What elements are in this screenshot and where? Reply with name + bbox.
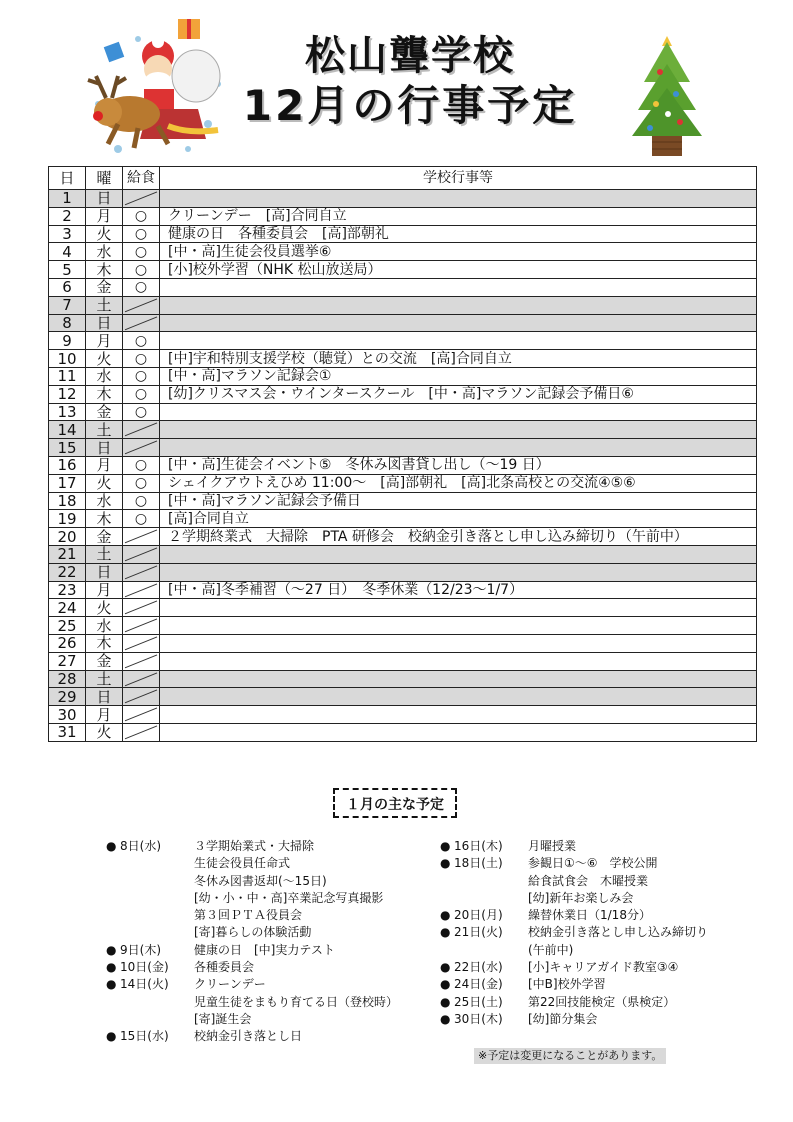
row-lunch <box>123 599 160 617</box>
event-line: 冬休み図書返却(～15日) <box>194 873 327 888</box>
no-lunch-slash-icon <box>123 706 159 723</box>
row-day: 21 <box>49 545 86 563</box>
row-weekday: 木 <box>86 385 123 403</box>
row-day: 20 <box>49 528 86 546</box>
row-events <box>160 617 757 635</box>
row-lunch: ○ <box>123 225 160 243</box>
row-day: 22 <box>49 563 86 581</box>
row-day: 11 <box>49 367 86 385</box>
table-row <box>49 439 757 457</box>
row-day: 26 <box>49 634 86 652</box>
event-line: 生徒会役員任命式 <box>194 856 291 871</box>
table-row <box>49 403 757 421</box>
row-events: [小]校外学習（NHK 松山放送局） <box>160 261 757 279</box>
table-row <box>49 332 757 350</box>
no-lunch-slash-icon <box>123 564 159 581</box>
row-lunch: ○ <box>123 243 160 261</box>
row-day: 25 <box>49 617 86 635</box>
event-line: 給食試食会 木曜授業 <box>528 873 649 888</box>
january-section-label: １月の主な予定 <box>333 788 457 818</box>
christmas-tree-icon <box>628 32 706 160</box>
event-text <box>194 976 426 1028</box>
list-item <box>440 924 740 959</box>
row-events: [中]宇和特別支援学校（聴覚）との交流 [高]合同自立 <box>160 350 757 368</box>
list-item <box>440 994 740 1011</box>
row-weekday: 金 <box>86 403 123 421</box>
row-day: 8 <box>49 314 86 332</box>
list-item <box>440 907 740 924</box>
row-day: 17 <box>49 474 86 492</box>
table-row <box>49 207 757 225</box>
row-lunch: ○ <box>123 474 160 492</box>
row-lunch: ○ <box>123 261 160 279</box>
row-events: [中・高]マラソン記録会予備日 <box>160 492 757 510</box>
row-weekday: 月 <box>86 581 123 599</box>
table-row <box>49 278 757 296</box>
row-events: [中・高]生徒会イベント⑤ 冬休み図書貸し出し（～19 日） <box>160 456 757 474</box>
page-title <box>220 32 600 132</box>
row-events: 健康の日 各種委員会 [高]部朝礼 <box>160 225 757 243</box>
row-weekday: 土 <box>86 296 123 314</box>
row-lunch: ○ <box>123 456 160 474</box>
list-item <box>440 976 740 993</box>
page-header <box>0 0 793 165</box>
bullet-icon: ● <box>440 960 451 975</box>
row-weekday: 金 <box>86 652 123 670</box>
event-text <box>528 924 740 959</box>
row-day: 9 <box>49 332 86 350</box>
event-date: 9日(木) <box>120 942 161 957</box>
row-events <box>160 190 757 208</box>
row-day: 16 <box>49 456 86 474</box>
row-lunch <box>123 634 160 652</box>
bullet-icon: ● <box>440 839 451 853</box>
event-date: 30日(木) <box>454 1011 503 1026</box>
row-weekday: 土 <box>86 421 123 439</box>
row-lunch: ○ <box>123 492 160 510</box>
event-text <box>528 1011 740 1028</box>
row-day: 24 <box>49 599 86 617</box>
row-day: 28 <box>49 670 86 688</box>
row-events <box>160 278 757 296</box>
row-day: 27 <box>49 652 86 670</box>
row-weekday: 火 <box>86 350 123 368</box>
event-line: [寄]暮らしの体験活動 <box>194 925 312 940</box>
santa-reindeer-icon <box>78 14 228 162</box>
row-weekday: 月 <box>86 332 123 350</box>
event-line: 各種委員会 <box>194 960 255 975</box>
row-lunch <box>123 528 160 546</box>
table-row <box>49 456 757 474</box>
row-lunch <box>123 190 160 208</box>
table-row <box>49 617 757 635</box>
table-row <box>49 510 757 528</box>
row-events: クリーンデー [高]合同自立 <box>160 207 757 225</box>
january-list-left <box>106 838 426 1046</box>
event-date: 21日(火) <box>454 925 503 940</box>
event-line: [幼・小・中・高]卒業記念写真撮影 <box>194 890 384 905</box>
row-day: 4 <box>49 243 86 261</box>
list-item <box>106 942 426 959</box>
school-name: 松山聾学校 <box>305 33 515 79</box>
row-lunch <box>123 617 160 635</box>
row-lunch: ○ <box>123 385 160 403</box>
row-events <box>160 403 757 421</box>
change-note: ※予定は変更になることがあります。 <box>474 1048 666 1064</box>
no-lunch-slash-icon <box>123 599 159 616</box>
row-weekday: 月 <box>86 706 123 724</box>
no-lunch-slash-icon <box>123 671 159 688</box>
bullet-icon: ● <box>106 960 117 975</box>
event-text <box>528 838 740 855</box>
row-weekday: 木 <box>86 634 123 652</box>
row-events <box>160 706 757 724</box>
row-weekday: 土 <box>86 545 123 563</box>
table-row <box>49 261 757 279</box>
row-lunch: ○ <box>123 350 160 368</box>
row-weekday: 火 <box>86 599 123 617</box>
table-row <box>49 723 757 741</box>
table-row <box>49 528 757 546</box>
row-events <box>160 296 757 314</box>
event-text <box>194 838 426 942</box>
no-lunch-slash-icon <box>123 635 159 652</box>
event-text <box>528 855 740 907</box>
table-row <box>49 670 757 688</box>
event-text <box>194 1028 426 1045</box>
row-lunch <box>123 688 160 706</box>
row-lunch: ○ <box>123 278 160 296</box>
row-day: 13 <box>49 403 86 421</box>
table-row <box>49 599 757 617</box>
row-events: シェイクアウトえひめ 11:00～ [高]部朝礼 [高]北条高校との交流④⑤⑥ <box>160 474 757 492</box>
table-row <box>49 225 757 243</box>
row-lunch <box>123 652 160 670</box>
event-line: 第３回ＰＴＡ役員会 <box>194 908 303 923</box>
row-events: [中・高]冬季補習（～27 日） 冬季休業（12/23～1/7） <box>160 581 757 599</box>
no-lunch-slash-icon <box>123 439 159 456</box>
bullet-icon: ● <box>440 925 451 940</box>
table-row <box>49 545 757 563</box>
event-date: 8日(水) <box>120 839 161 853</box>
row-events <box>160 563 757 581</box>
bullet-icon: ● <box>440 908 451 923</box>
row-lunch: ○ <box>123 510 160 528</box>
event-line: 校納金引き落とし申し込み締切り <box>528 925 709 940</box>
table-row <box>49 634 757 652</box>
bullet-icon: ● <box>440 856 451 871</box>
no-lunch-slash-icon <box>123 688 159 705</box>
event-date: 15日(水) <box>120 1029 169 1044</box>
table-row <box>49 652 757 670</box>
row-events: [幼]クリスマス会・ウインタースクール [中・高]マラソン記録会予備日⑥ <box>160 385 757 403</box>
header-weekday: 曜 <box>86 167 123 190</box>
row-day: 19 <box>49 510 86 528</box>
event-text <box>528 976 740 993</box>
row-weekday: 日 <box>86 563 123 581</box>
row-lunch: ○ <box>123 403 160 421</box>
list-item <box>106 1028 426 1045</box>
row-day: 2 <box>49 207 86 225</box>
row-day: 3 <box>49 225 86 243</box>
row-events <box>160 332 757 350</box>
bullet-icon: ● <box>106 942 117 957</box>
row-lunch <box>123 563 160 581</box>
event-line: [小]キャリアガイド教室③④ <box>528 960 679 975</box>
event-line: 月曜授業 <box>528 839 577 853</box>
event-line: (午前中) <box>528 942 574 957</box>
event-line: [幼]新年お楽しみ会 <box>528 890 634 905</box>
event-line: 児童生徒をまもり育てる日（登校時） <box>194 994 399 1009</box>
row-weekday: 火 <box>86 225 123 243</box>
row-events <box>160 634 757 652</box>
table-row <box>49 385 757 403</box>
event-text <box>194 942 426 959</box>
row-day: 5 <box>49 261 86 279</box>
no-lunch-slash-icon <box>123 617 159 634</box>
row-events <box>160 599 757 617</box>
row-events: [中・高]生徒会役員選挙⑥ <box>160 243 757 261</box>
row-weekday: 金 <box>86 528 123 546</box>
row-weekday: 月 <box>86 207 123 225</box>
no-lunch-slash-icon <box>123 724 159 741</box>
table-row <box>49 243 757 261</box>
row-day: 15 <box>49 439 86 457</box>
event-date: 24日(金) <box>454 977 503 992</box>
event-date: 14日(火) <box>120 977 169 992</box>
row-weekday: 木 <box>86 510 123 528</box>
table-row <box>49 296 757 314</box>
no-lunch-slash-icon <box>123 653 159 670</box>
event-line: 校納金引き落とし日 <box>194 1029 303 1044</box>
january-list-right <box>440 838 740 1028</box>
no-lunch-slash-icon <box>123 582 159 599</box>
row-events <box>160 314 757 332</box>
table-row <box>49 314 757 332</box>
list-item <box>440 838 740 855</box>
row-day: 10 <box>49 350 86 368</box>
row-events: [中・高]マラソン記録会① <box>160 367 757 385</box>
bullet-icon: ● <box>440 994 451 1009</box>
event-date: 22日(水) <box>454 960 503 975</box>
header-day: 日 <box>49 167 86 190</box>
bullet-icon: ● <box>440 977 451 992</box>
event-date: 20日(月) <box>454 908 503 923</box>
row-day: 1 <box>49 190 86 208</box>
table-row <box>49 350 757 368</box>
bullet-icon: ● <box>440 1011 451 1026</box>
event-line: クリーンデー <box>194 977 266 992</box>
bullet-icon: ● <box>106 1029 117 1044</box>
row-weekday: 日 <box>86 439 123 457</box>
event-date: 10日(金) <box>120 960 169 975</box>
row-day: 23 <box>49 581 86 599</box>
header-lunch: 給食 <box>123 167 160 190</box>
list-item <box>106 976 426 1028</box>
event-line: [寄]誕生会 <box>194 1011 252 1026</box>
table-row <box>49 581 757 599</box>
row-day: 31 <box>49 723 86 741</box>
bullet-icon: ● <box>106 977 117 992</box>
no-lunch-slash-icon <box>123 528 159 545</box>
row-events <box>160 545 757 563</box>
row-weekday: 日 <box>86 688 123 706</box>
no-lunch-slash-icon <box>123 190 159 207</box>
row-lunch <box>123 581 160 599</box>
row-weekday: 木 <box>86 261 123 279</box>
event-date: 25日(土) <box>454 994 503 1009</box>
schedule-body <box>49 190 757 742</box>
row-events <box>160 439 757 457</box>
table-row <box>49 688 757 706</box>
row-day: 12 <box>49 385 86 403</box>
event-line: 第22回技能検定（県検定） <box>528 994 676 1009</box>
event-line: 繰替休業日（1/18分） <box>528 908 651 923</box>
table-row <box>49 706 757 724</box>
row-lunch <box>123 296 160 314</box>
no-lunch-slash-icon <box>123 315 159 332</box>
row-day: 29 <box>49 688 86 706</box>
row-events: [高]合同自立 <box>160 510 757 528</box>
row-lunch: ○ <box>123 332 160 350</box>
row-weekday: 日 <box>86 190 123 208</box>
row-lunch: ○ <box>123 207 160 225</box>
event-text <box>528 959 740 976</box>
row-lunch <box>123 706 160 724</box>
row-events: ２学期終業式 大掃除 PTA 研修会 校納金引き落とし申し込み締切り（午前中） <box>160 528 757 546</box>
no-lunch-slash-icon <box>123 297 159 314</box>
row-events <box>160 670 757 688</box>
schedule-table <box>48 166 757 742</box>
row-weekday: 水 <box>86 492 123 510</box>
row-lunch <box>123 670 160 688</box>
row-day: 7 <box>49 296 86 314</box>
table-row <box>49 367 757 385</box>
row-weekday: 火 <box>86 723 123 741</box>
row-weekday: 水 <box>86 243 123 261</box>
row-events <box>160 421 757 439</box>
row-lunch <box>123 421 160 439</box>
row-lunch: ○ <box>123 367 160 385</box>
event-text <box>528 907 740 924</box>
no-lunch-slash-icon <box>123 546 159 563</box>
list-item <box>440 959 740 976</box>
table-row <box>49 474 757 492</box>
row-events <box>160 723 757 741</box>
list-item <box>440 855 740 907</box>
event-text <box>528 994 740 1011</box>
event-line: [中B]校外学習 <box>528 977 606 992</box>
row-weekday: 金 <box>86 278 123 296</box>
event-line: [幼]節分集会 <box>528 1011 598 1026</box>
row-day: 18 <box>49 492 86 510</box>
row-events <box>160 652 757 670</box>
row-weekday: 水 <box>86 617 123 635</box>
bullet-icon: ● <box>106 839 117 853</box>
header-events: 学校行事等 <box>160 167 757 190</box>
table-header-row <box>49 167 757 190</box>
event-date: 18日(土) <box>454 856 503 871</box>
event-date: 16日(木) <box>454 839 503 853</box>
event-line: 健康の日 [中]実力テスト <box>194 942 335 957</box>
table-row <box>49 421 757 439</box>
row-weekday: 月 <box>86 456 123 474</box>
event-line: 参観日①～⑥ 学校公開 <box>528 856 658 871</box>
row-weekday: 土 <box>86 670 123 688</box>
row-lunch <box>123 439 160 457</box>
row-weekday: 日 <box>86 314 123 332</box>
row-weekday: 水 <box>86 367 123 385</box>
table-row <box>49 190 757 208</box>
event-line: ３学期始業式・大掃除 <box>194 839 315 853</box>
table-row <box>49 492 757 510</box>
row-day: 14 <box>49 421 86 439</box>
row-lunch <box>123 314 160 332</box>
event-text <box>194 959 426 976</box>
list-item <box>106 838 426 942</box>
row-events <box>160 688 757 706</box>
row-weekday: 火 <box>86 474 123 492</box>
row-lunch <box>123 545 160 563</box>
row-day: 6 <box>49 278 86 296</box>
row-lunch <box>123 723 160 741</box>
list-item <box>440 1011 740 1028</box>
row-day: 30 <box>49 706 86 724</box>
list-item <box>106 959 426 976</box>
table-row <box>49 563 757 581</box>
month-title: 12月の行事予定 <box>242 81 578 130</box>
no-lunch-slash-icon <box>123 421 159 438</box>
